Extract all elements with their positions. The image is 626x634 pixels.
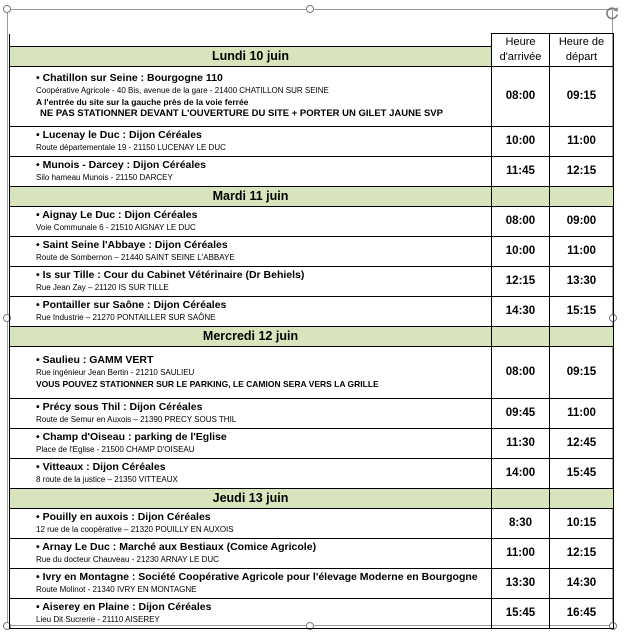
stop-row	[10, 236, 614, 266]
stop-info	[10, 236, 492, 266]
stop-info	[10, 538, 492, 568]
stop-info	[10, 598, 492, 628]
stop-address: 8 route de la justice – 21350 VITTEAUX	[36, 475, 178, 484]
day-departure-cell	[550, 186, 614, 206]
departure-header: Heure de départ	[550, 34, 614, 67]
stop-address: Route de Sombernon – 21440 SAINT SEINE L'ABBAYE	[36, 253, 235, 262]
arrival-time: 12:15	[492, 266, 550, 296]
arrival-time: 14:30	[492, 296, 550, 326]
stop-name: • Saulieu : GAMM VERT	[36, 354, 154, 366]
departure-time: 15:15	[550, 296, 614, 326]
arrival-time: 14:00	[492, 458, 550, 488]
stop-name: • Ivry en Montagne : Société Coopérative Agricole pour l'élevage Moderne en Bourgogne	[36, 571, 478, 583]
stop-address: 12 rue de la coopérative – 21320 POUILLY EN AUXOIS	[36, 525, 234, 534]
stop-row	[10, 296, 614, 326]
stop-name: • Aiserey en Plaine : Dijon Céréales	[36, 601, 212, 613]
departure-time: 11:00	[550, 398, 614, 428]
arrival-time: 10:00	[492, 126, 550, 156]
stop-row	[10, 428, 614, 458]
arrival-time: 13:30	[492, 568, 550, 598]
arrival-time: 08:00	[492, 346, 550, 398]
stop-info	[10, 428, 492, 458]
resize-handle-top-middle[interactable]	[306, 5, 314, 13]
stop-name: • Aignay Le Duc : Dijon Céréales	[36, 209, 198, 221]
stop-row	[10, 538, 614, 568]
day-title: Mardi 11 juin	[10, 186, 492, 206]
arrival-time: 08:00	[492, 206, 550, 236]
day-header-row	[10, 326, 614, 346]
day-header-row	[10, 488, 614, 508]
header-row	[10, 34, 614, 47]
stop-name: • Précy sous Thil : Dijon Céréales	[36, 401, 203, 413]
stop-note: VOUS POUVEZ STATIONNER SUR LE PARKING, LE CAMION SERA VERS LA GRILLE	[36, 379, 379, 389]
stop-name: • Vitteaux : Dijon Céréales	[36, 461, 166, 473]
arrival-time: 11:30	[492, 428, 550, 458]
stop-note-2: NE PAS STATIONNER DEVANT L'OUVERTURE DU SITE + PORTER UN GILET JAUNE SVP	[40, 108, 443, 119]
stop-row	[10, 156, 614, 186]
day-arrival-cell	[492, 186, 550, 206]
stop-address: Rue du docteur Chauveau - 21230 ARNAY LE DUC	[36, 555, 219, 564]
arrival-time: 11:00	[492, 538, 550, 568]
stop-address: Silo hameau Munois - 21150 DARCEY	[36, 173, 173, 182]
stop-row	[10, 568, 614, 598]
departure-time: 09:15	[550, 66, 614, 126]
stop-info	[10, 346, 492, 398]
departure-time: 12:15	[550, 156, 614, 186]
stop-row	[10, 66, 614, 126]
stop-info	[10, 398, 492, 428]
departure-time: 12:45	[550, 428, 614, 458]
arrival-time: 09:45	[492, 398, 550, 428]
stop-row	[10, 458, 614, 488]
stop-info	[10, 206, 492, 236]
header-blank-cell	[10, 34, 492, 47]
departure-time: 09:15	[550, 346, 614, 398]
departure-time: 16:45	[550, 598, 614, 628]
stop-note: A l'entrée du site sur la gauche près de la voie ferrée	[36, 97, 249, 107]
stop-address: Rue ingénieur Jean Bertin - 21210 SAULIEU	[36, 368, 195, 377]
stop-info	[10, 296, 492, 326]
stop-row	[10, 508, 614, 538]
stop-name: • Champ d'Oiseau : parking de l'Eglise	[36, 431, 227, 443]
day-arrival-cell	[492, 326, 550, 346]
departure-time: 10:15	[550, 508, 614, 538]
stop-info	[10, 568, 492, 598]
day-title: Jeudi 13 juin	[10, 488, 492, 508]
departure-time: 11:00	[550, 236, 614, 266]
stop-name: • Arnay Le Duc : Marché aux Bestiaux (Comice Agricole)	[36, 541, 317, 553]
stop-address: Route de Semur en Auxois – 21390 PRECY SOUS THIL	[36, 415, 237, 424]
departure-time: 15:45	[550, 458, 614, 488]
stop-info	[10, 508, 492, 538]
arrival-time: 8:30	[492, 508, 550, 538]
departure-time: 09:00	[550, 206, 614, 236]
stop-name: • Is sur Tille : Cour du Cabinet Vétérinaire (Dr Behiels)	[36, 269, 305, 281]
stop-address: Voie Communale 6 - 21510 AIGNAY LE DUC	[36, 223, 196, 232]
day-departure-cell	[550, 488, 614, 508]
stop-info	[10, 458, 492, 488]
stop-info	[10, 156, 492, 186]
stop-name: • Lucenay le Duc : Dijon Céréales	[36, 129, 202, 141]
stop-name: • Pontailler sur Saône : Dijon Céréales	[36, 299, 227, 311]
stop-row	[10, 126, 614, 156]
stop-address: Route départementale 19 - 21150 LUCENAY LE DUC	[36, 143, 226, 152]
stop-name: • Munois - Darcey : Dijon Céréales	[36, 159, 206, 171]
stop-row	[10, 398, 614, 428]
arrival-time: 15:45	[492, 598, 550, 628]
arrival-time: 08:00	[492, 66, 550, 126]
stop-address: Place de l'Eglise - 21500 CHAMP D'OISEAU	[36, 445, 195, 454]
stop-row	[10, 346, 614, 398]
departure-time: 11:00	[550, 126, 614, 156]
arrival-time: 11:45	[492, 156, 550, 186]
stop-info	[10, 66, 492, 126]
stop-info	[10, 266, 492, 296]
rotate-handle-icon[interactable]	[604, 5, 620, 21]
stop-address: Rue Industrie – 21270 PONTAILLER SUR SAÔNE	[36, 313, 216, 322]
day-title: Mercredi 12 juin	[10, 326, 492, 346]
day-arrival-cell	[492, 488, 550, 508]
stop-name: • Pouilly en auxois : Dijon Céréales	[36, 511, 211, 523]
departure-time: 13:30	[550, 266, 614, 296]
stop-address: Route Molinot - 21340 IVRY EN MONTAGNE	[36, 585, 197, 594]
stop-info	[10, 126, 492, 156]
resize-handle-top-left[interactable]	[3, 5, 11, 13]
departure-time: 12:15	[550, 538, 614, 568]
departure-time: 14:30	[550, 568, 614, 598]
stop-row	[10, 206, 614, 236]
stop-address: Rue Jean Zay – 21120 IS SUR TILLE	[36, 283, 169, 292]
stop-name: • Saint Seine l'Abbaye : Dijon Céréales	[36, 239, 228, 251]
day-departure-cell	[550, 326, 614, 346]
stop-name: • Chatillon sur Seine : Bourgogne 110	[36, 72, 223, 84]
stop-address: Lieu Dit Sucrerie - 21110 AISEREY	[36, 615, 160, 624]
day-header-row	[10, 186, 614, 206]
stop-row	[10, 598, 614, 628]
day-title: Lundi 10 juin	[10, 46, 492, 66]
schedule-table	[9, 33, 614, 629]
stop-address: Coopérative Agricole - 40 Bis, avenue de la gare - 21400 CHATILLON SUR SEINE	[36, 86, 329, 95]
stop-row	[10, 266, 614, 296]
arrival-time: 10:00	[492, 236, 550, 266]
arrival-header: Heure d'arrivée	[492, 34, 550, 67]
